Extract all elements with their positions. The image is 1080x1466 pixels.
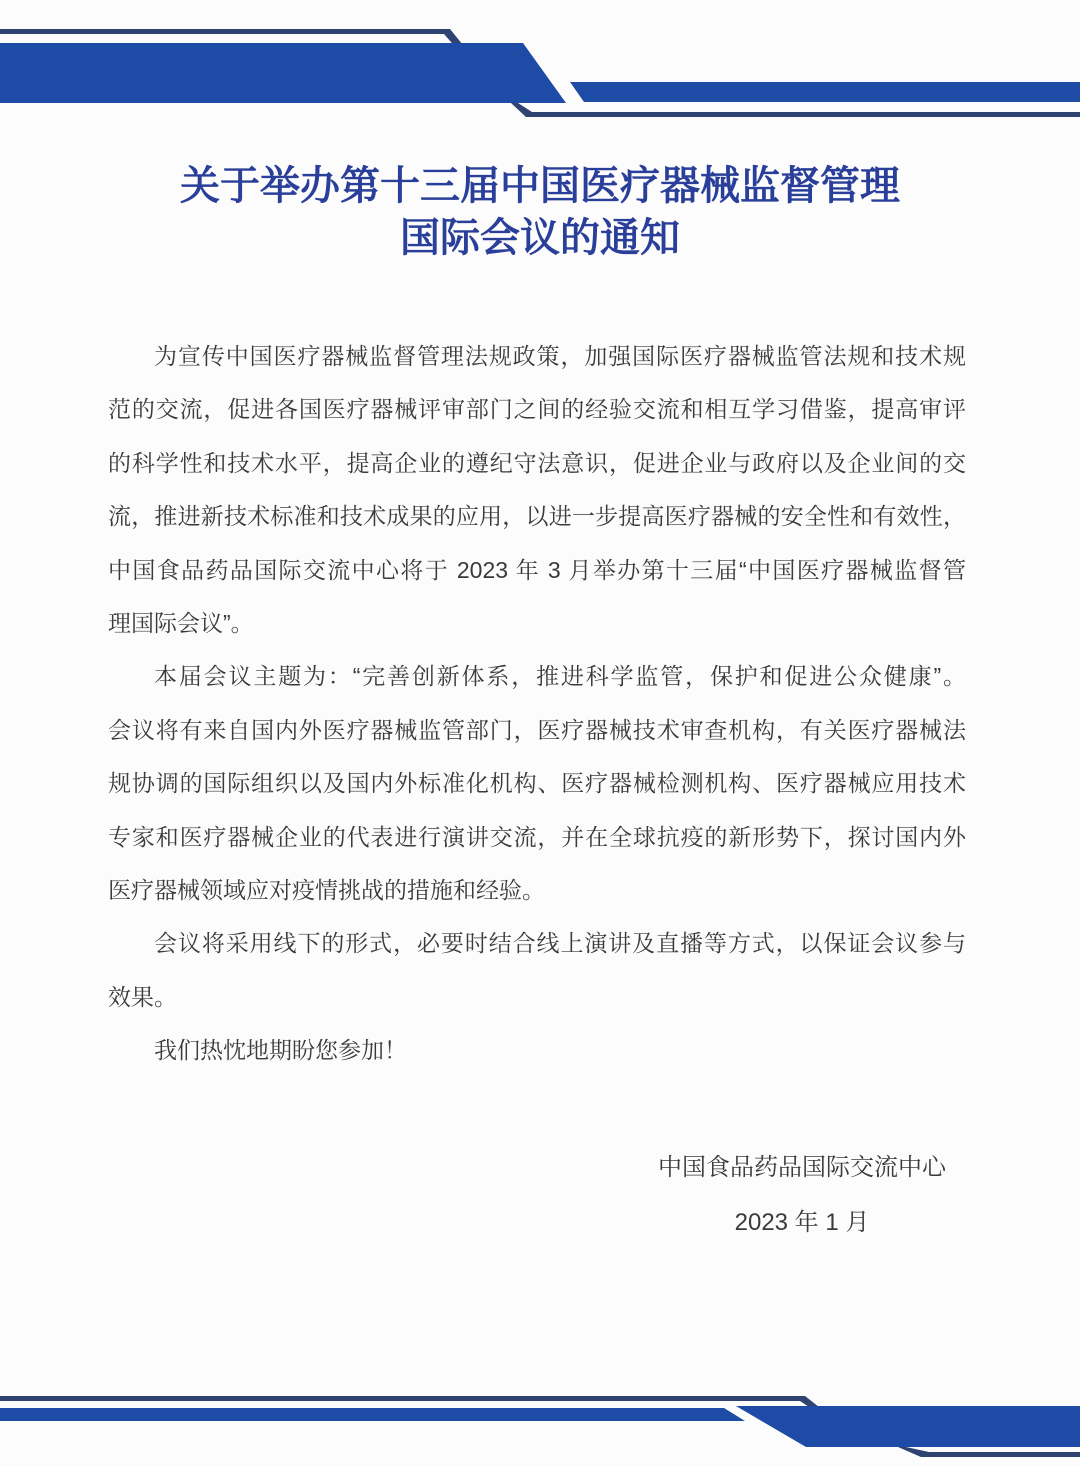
body-line: 范的交流，促进各国医疗器械评审部门之间的经验交流和相互学习借鉴，提高审评: [108, 396, 966, 423]
body: [108, 330, 966, 1078]
footer-blue-band-right: [0, 1380, 1080, 1466]
notice-title-line-1: 关于举办第十三届中国医疗器械监督管理: [180, 164, 900, 208]
body-line: 会议将采用线下的形式，必要时结合线上演讲及直播等方式，以保证会议参与: [154, 930, 966, 957]
body-line: 我们热忱地期盼您参加！: [154, 1037, 407, 1064]
body-line: 的科学性和技术水平，提高企业的遵纪守法意识，促进企业与政府以及企业间的交: [108, 449, 966, 476]
notice-title-line-2: 国际会议的通知: [400, 216, 680, 260]
footer-decoration: [0, 1380, 1080, 1466]
signature-date: 2023 年 1 月: [734, 1209, 870, 1236]
signature-org: 中国食品药品国际交流中心: [658, 1154, 946, 1181]
signature-block: [658, 1140, 946, 1250]
paragraph: [108, 917, 966, 1024]
header-navy-outline-top: [0, 0, 1080, 130]
header-blue-band-right: [0, 0, 1080, 130]
body-line: 效果。: [108, 983, 177, 1010]
body-line: 流，推进新技术标准和技术成果的应用，以进一步提高医疗器械的安全性和有效性，: [108, 503, 966, 530]
body-line: 理国际会议”。: [108, 610, 254, 637]
body-line: 规协调的国际组织以及国内外标准化机构、医疗器械检测机构、医疗器械应用技术: [108, 770, 966, 797]
body-line: 会议将有来自国内外医疗器械监管部门，医疗器械技术审查机构，有关医疗器械法: [108, 716, 966, 743]
header-decoration: [0, 0, 1080, 130]
header-blue-band-left: [0, 0, 1080, 130]
footer-navy-outline-top: [0, 1380, 1080, 1466]
body-line: 专家和医疗器械企业的代表进行演讲交流，并在全球抗疫的新形势下，探讨国内外: [108, 823, 966, 850]
paragraph: [108, 330, 966, 650]
footer-blue-band-left: [0, 1380, 1080, 1466]
notice-title: [0, 160, 1080, 264]
footer-navy-outline-bottom: [0, 1380, 1080, 1466]
header-navy-outline-bottom: [0, 0, 1080, 130]
body-line: 中国食品药品国际交流中心将于 2023 年 3 月举办第十三届“中国医疗器械监督管: [108, 556, 966, 583]
body-line: 本届会议主题为：“完善创新体系，推进科学监管，保护和促进公众健康”。: [154, 663, 966, 690]
body-line: 医疗器械领域应对疫情挑战的措施和经验。: [108, 877, 545, 904]
body-line: 为宣传中国医疗器械监督管理法规政策，加强国际医疗器械监管法规和技术规: [154, 343, 966, 369]
paragraph: [108, 1024, 966, 1077]
paragraph: [108, 650, 966, 917]
